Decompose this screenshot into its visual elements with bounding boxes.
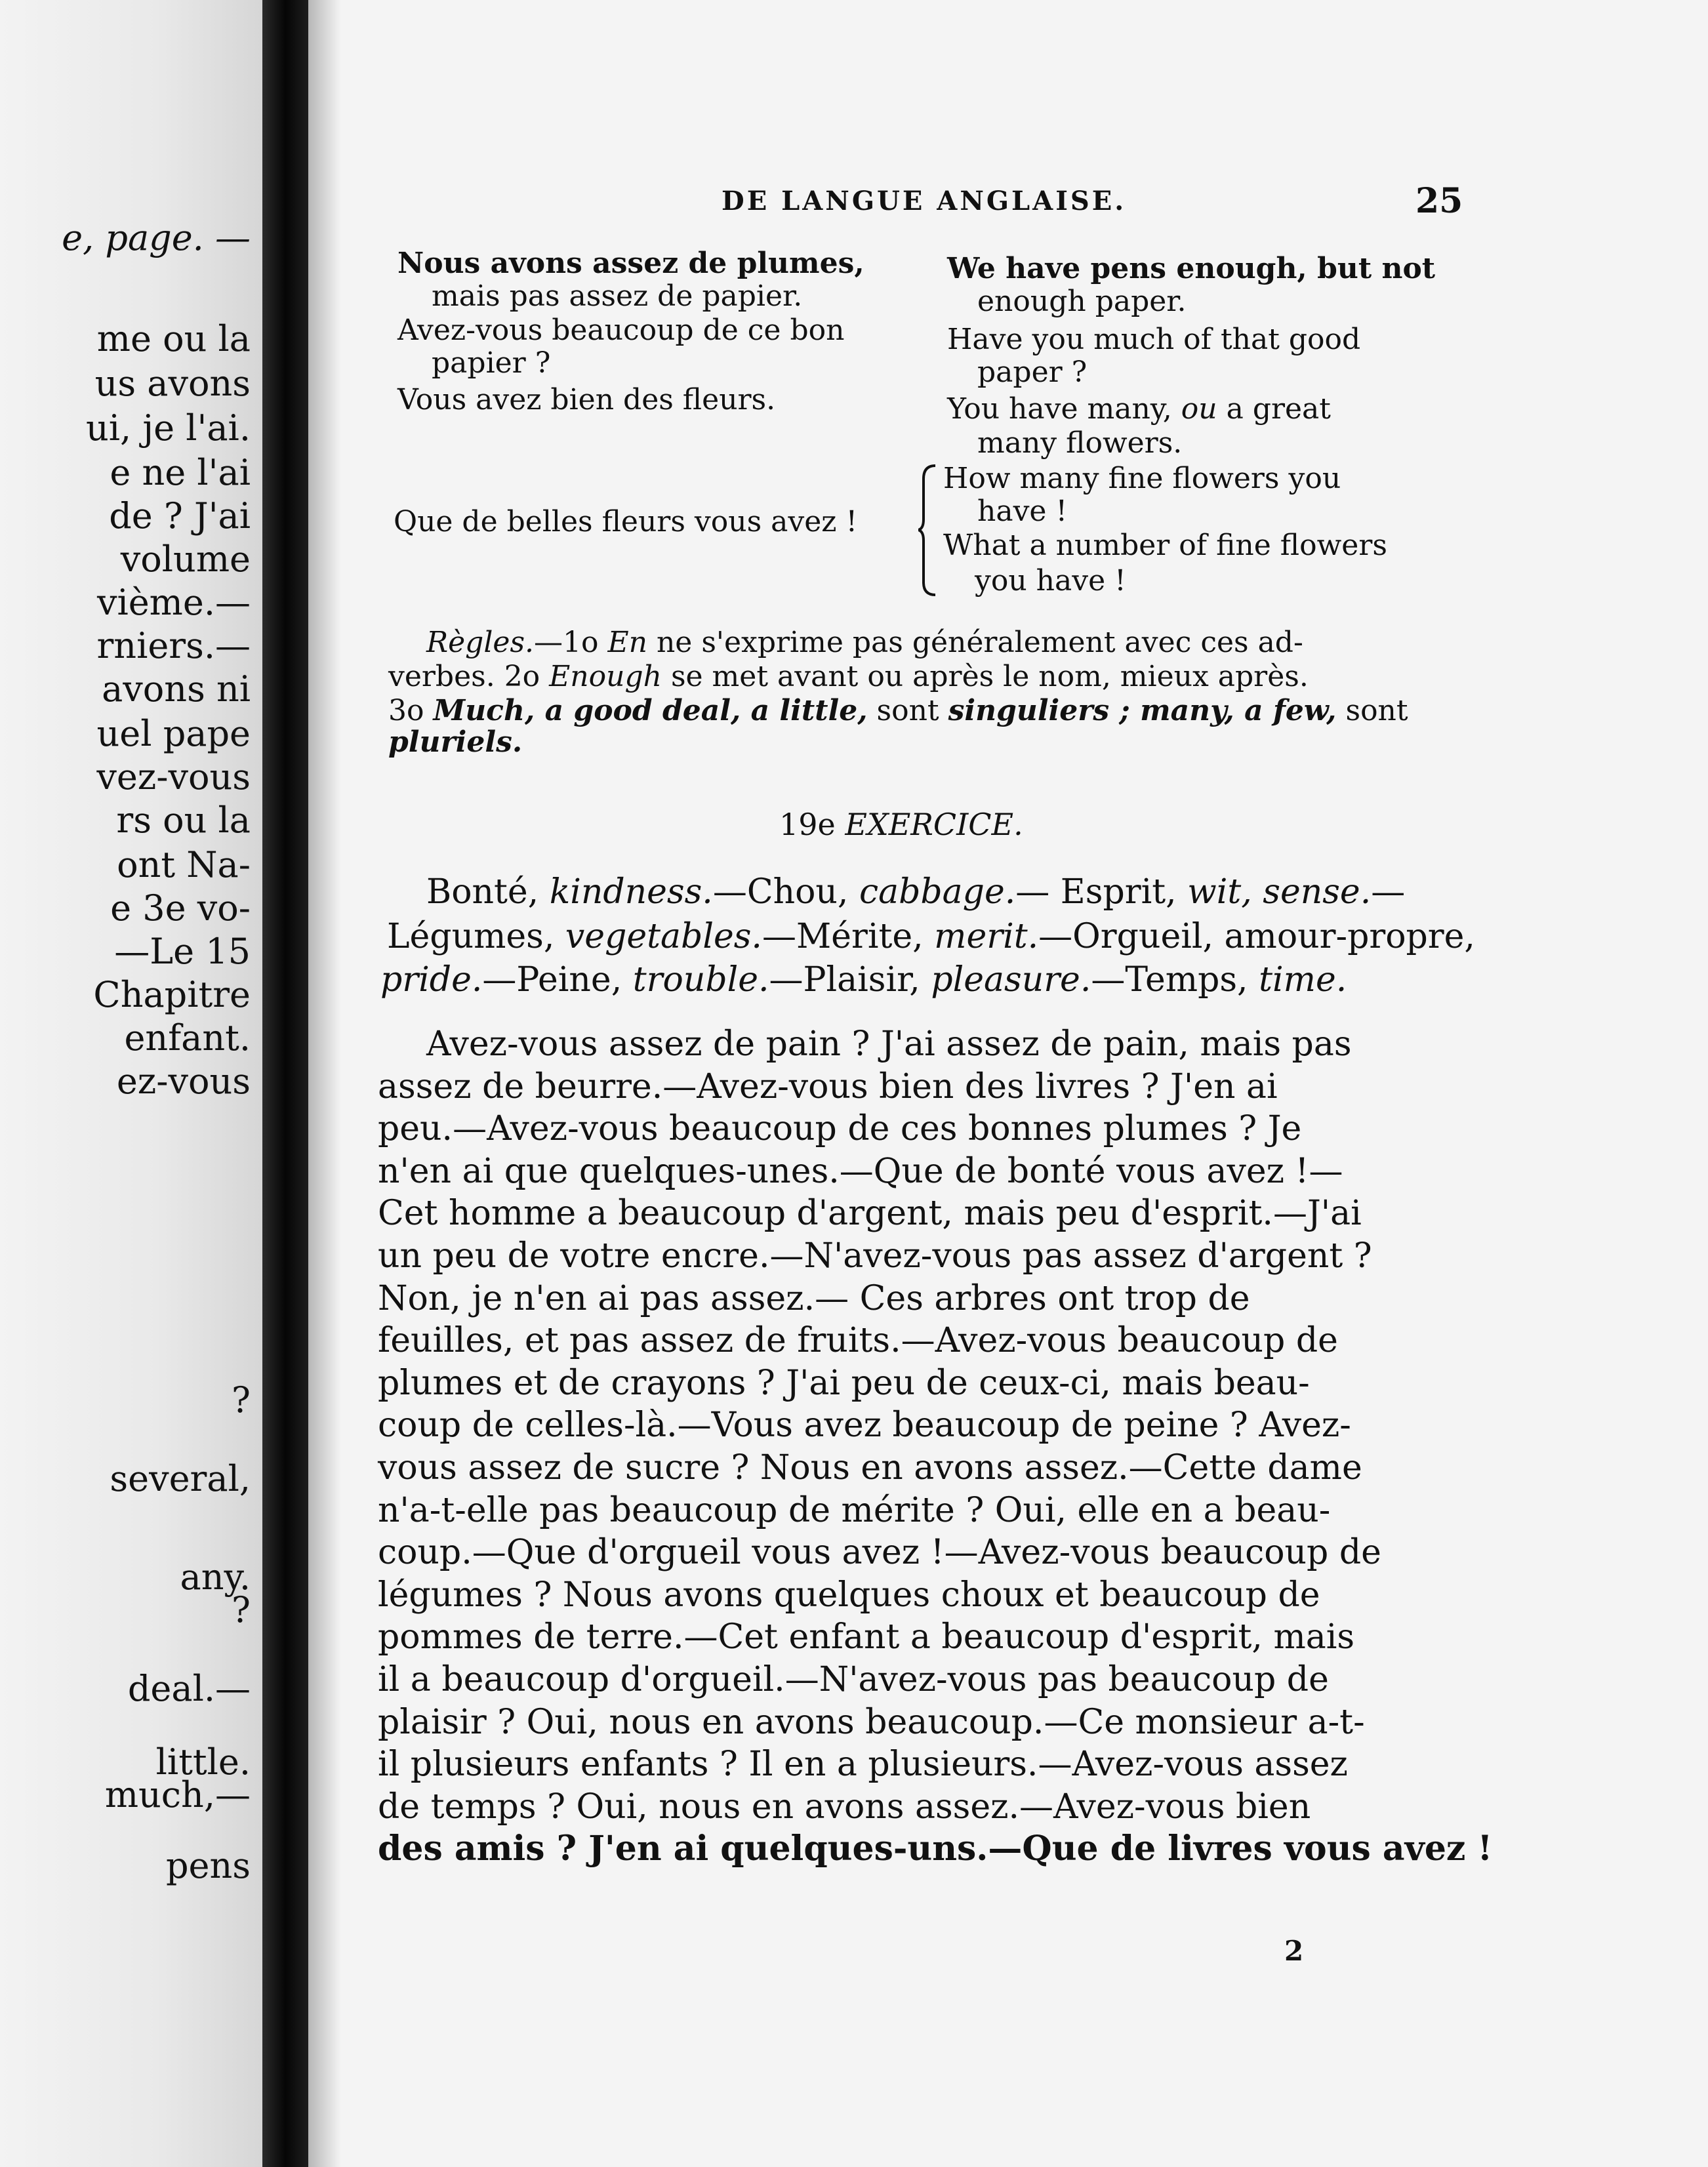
- left-page-line: de ? J'ai: [109, 495, 251, 537]
- exercise-line: assez de beurre.—Avez-vous bien des livres ? J'en ai: [378, 1067, 1278, 1106]
- left-page-line: ont Na-: [117, 844, 251, 885]
- fr-phrase-3: Vous avez bien des fleurs.: [397, 383, 776, 416]
- left-page-line: —Le 15: [114, 931, 251, 972]
- fr-phrase-1: Nous avons assez de plumes,: [397, 247, 864, 280]
- left-page-line: Chapitre: [93, 974, 251, 1015]
- rule-line-3: 3o Much, a good deal, a little, sont singuliers ; many, a few, sont: [388, 694, 1408, 727]
- exercise-title: 19e EXERCICE.: [779, 807, 1023, 842]
- exercise-line: n'a-t-elle pas beaucoup de mérite ? Oui, elle en a beau-: [378, 1491, 1331, 1530]
- left-page-line: several,: [110, 1458, 251, 1499]
- exercise-line: Cet homme a beaucoup d'argent, mais peu d'esprit.—J'ai: [378, 1194, 1362, 1233]
- left-page-line: enfant.: [124, 1017, 251, 1059]
- exercise-line: vous assez de sucre ? Nous en avons assez.—Cette dame: [378, 1448, 1362, 1488]
- vocab-line-3: pride.—Peine, trouble.—Plaisir, pleasure.—Temps, time.: [380, 960, 1347, 1000]
- exercise-line: Avez-vous assez de pain ? J'ai assez de pain, mais pas: [426, 1024, 1352, 1064]
- left-page-line: pens: [165, 1845, 251, 1886]
- left-page-line: deal.—: [127, 1668, 251, 1709]
- curly-brace-icon: [918, 463, 938, 597]
- exercise-line: pommes de terre.—Cet enfant a beaucoup d'esprit, mais: [378, 1617, 1355, 1657]
- left-page-line: uel pape: [96, 713, 251, 754]
- exercise-line: un peu de votre encre.—N'avez-vous pas assez d'argent ?: [378, 1236, 1372, 1276]
- en-phrase-2: Have you much of that good: [947, 323, 1361, 356]
- left-page-line: volume: [120, 538, 251, 580]
- left-page-line: ?: [232, 1589, 251, 1630]
- left-page-line: avons ni: [102, 668, 251, 710]
- fr-phrase-1b: mais pas assez de papier.: [432, 279, 803, 313]
- en-phrase-1: We have pens enough, but not: [947, 252, 1436, 285]
- left-page-line: little.: [155, 1741, 251, 1783]
- exercise-line: feuilles, et pas assez de fruits.—Avez-vous beaucoup de: [378, 1321, 1338, 1360]
- exercise-line: coup.—Que d'orgueil vous avez !—Avez-vous beaucoup de: [378, 1533, 1381, 1572]
- rule-line-4: pluriels.: [388, 725, 523, 759]
- en-phrase-5b: you have !: [975, 564, 1126, 597]
- exercise-line: légumes ? Nous avons quelques choux et beaucoup de: [378, 1575, 1320, 1615]
- en-phrase-3b: many flowers.: [977, 426, 1183, 460]
- vocab-line-1: Bonté, kindness.—Chou, cabbage.— Esprit, wit, sense.—: [426, 872, 1406, 912]
- fr-phrase-4: Que de belles fleurs vous avez !: [394, 505, 858, 538]
- book-gutter: [262, 0, 308, 2167]
- left-page-line: vez-vous: [96, 756, 251, 798]
- left-page-line: much,—: [104, 1774, 251, 1815]
- exercise-line: peu.—Avez-vous beaucoup de ces bonnes plumes ? Je: [378, 1109, 1302, 1148]
- fr-phrase-2b: papier ?: [432, 346, 551, 380]
- left-page-line: us avons: [94, 363, 251, 404]
- exercise-line: plumes et de crayons ? J'ai peu de ceux-ci, mais beau-: [378, 1364, 1310, 1403]
- left-page-line: rs ou la: [116, 800, 251, 841]
- exercise-line: de temps ? Oui, nous en avons assez.—Avez-vous bien: [378, 1787, 1311, 1827]
- left-page-line: any.: [180, 1556, 251, 1598]
- left-page-line: e, page. —: [62, 217, 251, 258]
- page-number: 25: [1415, 181, 1463, 221]
- left-page-line: vième.—: [96, 582, 251, 623]
- exercise-line: des amis ? J'en ai quelques-uns.—Que de livres vous avez !: [378, 1829, 1493, 1869]
- exercise-line: coup de celles-là.—Vous avez beaucoup de peine ? Avez-: [378, 1406, 1351, 1445]
- exercise-line: n'en ai que quelques-unes.—Que de bonté vous avez !—: [378, 1152, 1343, 1191]
- exercise-line: il a beaucoup d'orgueil.—N'avez-vous pas beaucoup de: [378, 1660, 1329, 1699]
- left-page-line: ui, je l'ai.: [86, 407, 251, 449]
- fold-shadow: [308, 0, 341, 2167]
- exercise-line: il plusieurs enfants ? Il en a plusieurs.—Avez-vous assez: [378, 1745, 1348, 1784]
- en-phrase-4b: have !: [977, 495, 1068, 528]
- exercise-line: plaisir ? Oui, nous en avons beaucoup.—Ce monsieur a-t-: [378, 1703, 1365, 1742]
- en-phrase-3: You have many, ou a great: [947, 392, 1331, 426]
- left-page-line: me ou la: [96, 318, 251, 359]
- en-phrase-4: How many fine flowers you: [943, 462, 1341, 495]
- left-page-line: e 3e vo-: [110, 887, 251, 929]
- vocab-line-2: Légumes, vegetables.—Mérite, merit.—Orgueil, amour-propre,: [387, 917, 1475, 956]
- fr-phrase-2: Avez-vous beaucoup de ce bon: [397, 314, 845, 347]
- signature-mark: 2: [1284, 1935, 1304, 1967]
- en-phrase-1b: enough paper.: [977, 285, 1187, 318]
- left-page: [0, 0, 262, 2167]
- left-page-line: rniers.—: [96, 625, 251, 666]
- left-page-line: ?: [232, 1379, 251, 1421]
- exercise-line: Non, je n'en ai pas assez.— Ces arbres ont trop de: [378, 1279, 1250, 1318]
- rule-line-1: Règles.—1o En ne s'exprime pas généralement avec ces ad-: [426, 626, 1303, 659]
- rule-line-2: verbes. 2o Enough se met avant ou après le nom, mieux après.: [388, 660, 1309, 693]
- left-page-line: ez-vous: [116, 1061, 251, 1102]
- en-phrase-5: What a number of fine flowers: [943, 529, 1387, 562]
- running-header: DE LANGUE ANGLAISE.: [722, 186, 1127, 216]
- en-phrase-2b: paper ?: [977, 355, 1088, 389]
- left-page-line: e ne l'ai: [110, 452, 251, 493]
